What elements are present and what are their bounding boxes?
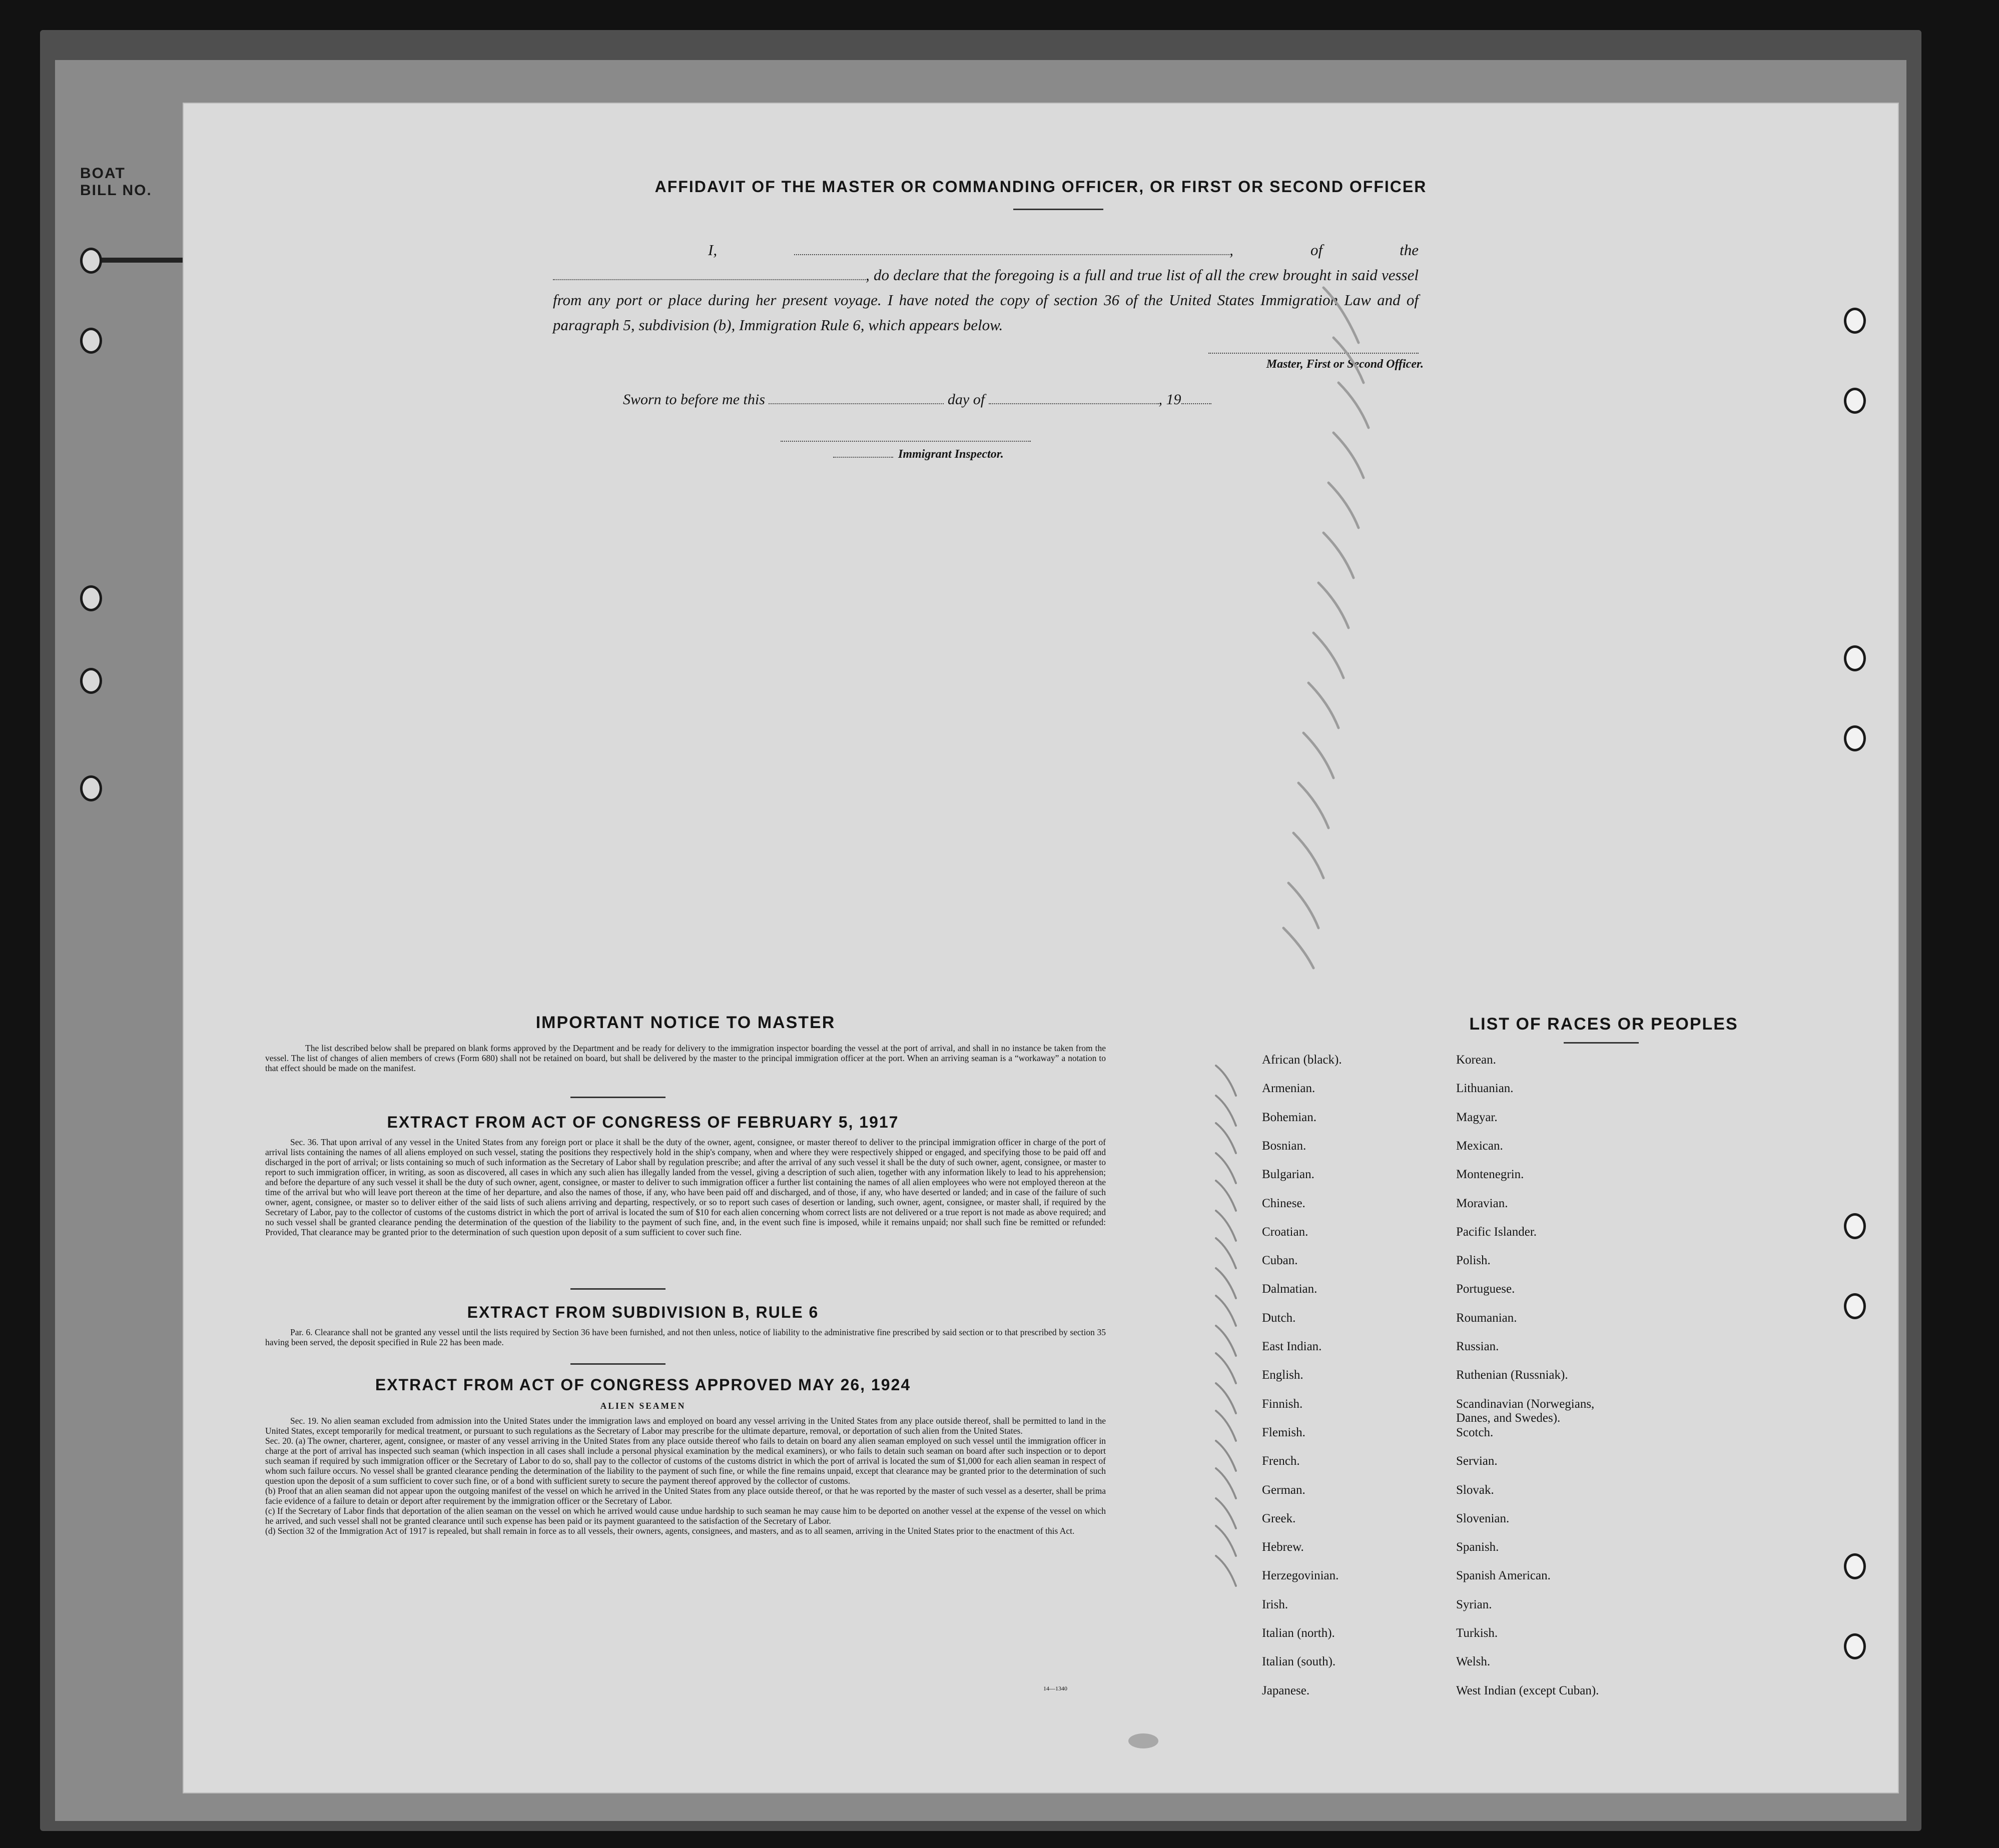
inspector-label: Immigrant Inspector. xyxy=(898,448,1004,461)
pencil-check-marks xyxy=(183,103,1899,1793)
race-item: Japanese. xyxy=(1262,1683,1310,1697)
title-rule xyxy=(1013,209,1103,210)
binder-hole xyxy=(1844,308,1866,334)
binder-hole xyxy=(80,668,102,694)
declaration-i: I, xyxy=(708,241,718,259)
margin-stamp: BOAT BILL NO. xyxy=(80,165,152,199)
race-item: Russian. xyxy=(1456,1340,1499,1353)
sworn-month-field[interactable] xyxy=(989,390,1159,404)
race-item: Croatian. xyxy=(1262,1225,1308,1239)
race-item: Italian (south). xyxy=(1262,1655,1336,1669)
signature-line[interactable] xyxy=(1208,353,1419,354)
binder-hole xyxy=(1844,725,1866,751)
race-item: Scandinavian (Norwegians, Danes, and Swedes). xyxy=(1456,1397,1595,1425)
binder-hole xyxy=(1844,1633,1866,1659)
race-item: German. xyxy=(1262,1483,1305,1497)
race-item: Italian (north). xyxy=(1262,1626,1335,1640)
sworn-year: , 19 xyxy=(1158,391,1181,408)
inspector-label-row xyxy=(833,448,1083,461)
affidavit-declaration xyxy=(553,238,1419,338)
race-item: Slovenian. xyxy=(1456,1511,1510,1525)
races-rule xyxy=(1564,1042,1639,1044)
binder-hole xyxy=(80,585,102,611)
declaration-of-the: , of the xyxy=(1229,241,1419,259)
form-number: 14—1340 xyxy=(1043,1685,1067,1692)
race-item: Magyar. xyxy=(1456,1110,1498,1124)
race-item: Turkish. xyxy=(1456,1626,1498,1640)
race-item: Pacific Islander. xyxy=(1456,1225,1537,1239)
extract-1924-body: Sec. 19. No alien seaman excluded from admission into the United States under the immigration laws and employed on board any vessel arriving in the United States from any place outside thereof, shall be permitted to land in the United States, except temporarily for medical treatment, or pursuant to such regulations as the Secretary of Labor may prescribe for the ultimate departure, removal, or deportation of such alien from the United States. Sec. 20. (a) The owner, charterer, agent, consignee, or master of any vessel arriving in the United States from any place outside thereof who fails to detain on board any alien seaman employed on such vessel until the immigration officer in charge at the port of arrival has inspected such seaman (which inspection in all cases shall include a personal physical examination by the medical examiners), or who fails to detain such seaman on board after such inspection or to deport such seaman if required by such immigration officer or the Secretary of Labor to do so, shall pay to the collector of customs of the customs district in which the port of arrival is located the sum of $1,000 for each alien seaman in respect of whom such failure occurs. No vessel shall be granted clearance pending the determination of the liability to the payment of such fine, or while the fine remains unpaid, except that clearance may be granted prior to the determination of such question upon the deposit of a sum sufficient to cover such fine, or of a bond with sufficient surety to secure the payment thereof approved by the collector of customs. (b) Proof that an alien seaman did not appear upon the outgoing manifest of the vessel on which he arrived in the United States from any place outside thereof, or that he was reported by the master of such vessel as a deserter, shall be prima facie evidence of a failure to detain or deport after requirement by the immigration officer or the Secretary of Labor. (c) If the Secretary of Labor finds that deportation of the alien seaman on the vessel on which he arrived would cause undue hardship to such seaman he may cause him to be deported on another vessel at the expense of the vessel on which he arrived, and such vessel shall not be granted clearance until such expense has been paid or its payment guaranteed to the satisfaction of the Secretary of Labor. (d) Section 32 of the Immigration Act of 1917 is repealed, but shall remain in force as to all vessels, their owners, agents, consignees, and masters, and as to all seamen, arriving in the United States prior to the enactment of this Act. xyxy=(265,1416,1106,1536)
race-item: Montenegrin. xyxy=(1456,1168,1524,1182)
race-item: Herzegovinian. xyxy=(1262,1569,1339,1583)
race-item: Mexican. xyxy=(1456,1139,1503,1153)
binder-hole xyxy=(80,248,102,274)
race-item: Spanish American. xyxy=(1456,1569,1551,1583)
race-item: Lithuanian. xyxy=(1456,1082,1514,1096)
binder-hole xyxy=(1844,645,1866,671)
race-item: Chinese. xyxy=(1262,1196,1305,1210)
sworn-day-of: day of xyxy=(947,391,985,408)
inspector-dots xyxy=(833,457,893,458)
declaration-do-declare: , do declare xyxy=(866,266,940,284)
binder-hole xyxy=(1844,1213,1866,1239)
race-item: Bosnian. xyxy=(1262,1139,1306,1153)
extract-1917-title: EXTRACT FROM ACT OF CONGRESS OF FEBRUARY 5, 1917 xyxy=(387,1113,899,1131)
binder-hole xyxy=(1844,1553,1866,1579)
race-item: Ruthenian (Russniak). xyxy=(1456,1368,1568,1382)
races-title: LIST OF RACES OR PEOPLES xyxy=(1469,1015,1738,1034)
sworn-year-field[interactable] xyxy=(1181,390,1211,404)
race-item: Moravian. xyxy=(1456,1196,1508,1210)
sworn-prefix: Sworn to before me this xyxy=(623,391,765,408)
race-item: English. xyxy=(1262,1368,1303,1382)
race-item: Spanish. xyxy=(1456,1540,1499,1554)
race-item: Korean. xyxy=(1456,1053,1496,1067)
race-item: French. xyxy=(1262,1454,1300,1468)
race-item: Slovak. xyxy=(1456,1483,1494,1497)
race-item: Bulgarian. xyxy=(1262,1168,1314,1182)
race-item: African (black). xyxy=(1262,1053,1342,1067)
extract-1924-subtitle: ALIEN SEAMEN xyxy=(600,1401,686,1411)
declaration-body: that the foregoing is a full and true list of all the crew brought in said vessel from any port or place during her present voyage. I have noted the copy of section 36 of the United States Immigration Law and of paragraph 5, subdivision (b), Immigration Rule 6, which appears below. xyxy=(553,266,1419,334)
extract-1924-title: EXTRACT FROM ACT OF CONGRESS APPROVED MAY 26, 1924 xyxy=(375,1376,911,1394)
section-rule xyxy=(570,1363,665,1365)
race-item: Dalmatian. xyxy=(1262,1282,1317,1296)
sworn-day-field[interactable] xyxy=(769,390,944,404)
section-rule xyxy=(570,1288,665,1290)
binder-hole xyxy=(1844,1293,1866,1319)
affidavit-title: AFFIDAVIT OF THE MASTER OR COMMANDING OFFICER, OR FIRST OR SECOND OFFICER xyxy=(654,178,1427,196)
affidavit-page xyxy=(183,103,1899,1793)
section-rule xyxy=(570,1097,665,1098)
race-item: Armenian. xyxy=(1262,1082,1315,1096)
ink-stain xyxy=(1128,1733,1158,1748)
race-item: Portuguese. xyxy=(1456,1282,1515,1296)
vessel-name-field[interactable] xyxy=(553,266,866,280)
notice-title: IMPORTANT NOTICE TO MASTER xyxy=(535,1013,836,1032)
race-item: Welsh. xyxy=(1456,1655,1491,1669)
race-item: Flemish. xyxy=(1262,1425,1305,1439)
extract-rule6-body: Par. 6. Clearance shall not be granted any vessel until the lists required by Section 36 have been furnished, and not then unless, notice of liability to the administrative fine prescribed by said section or to that prescribed by section 35 having been served, the deposit specified in Rule 22 has been made. xyxy=(265,1327,1106,1347)
race-item: Syrian. xyxy=(1456,1597,1492,1611)
race-item: Polish. xyxy=(1456,1254,1491,1268)
margin-stamp-rule xyxy=(90,258,190,263)
race-item: Scotch. xyxy=(1456,1425,1494,1439)
notice-body: The list described below shall be prepared on blank forms approved by the Department and be ready for delivery to the immigration inspector boarding the vessel at the port of arrival, and shall in no instance be taken from the vessel. The list of changes of alien members of crews (Form 680) shall not be retained on board, but shall be delivered by the master to the principal immigration officer at the port. When an arriving seaman is a “workaway” a notation to that effect should be made on the manifest. xyxy=(265,1043,1106,1073)
extract-1917-body: Sec. 36. That upon arrival of any vessel in the United States from any foreign port or place it shall be the duty of the owner, agent, consignee, or master thereof to deliver to the principal immigration officer in charge of the port of arrival lists containing the names of all aliens employed on such vessel, stating the positions they respectively hold in the ship's company, when and where they were respectively shipped or engaged, and specifying those to be paid off and discharged in the port of arrival; or lists containing so much of such information as the Secretary of Labor shall by regulation prescribe; and after the arrival of any such vessel it shall be the duty of such owner, agent, consignee, or master to report to such immigration officer, in writing, as soon as discovered, all cases in which any such alien has illegally landed from the vessel, giving a description of such alien, together with any information likely to lead to his apprehension; and before the departure of any such vessel it shall be the duty of such owner, agent, consignee, or master to deliver to such immigration officer a further list containing the names of all alien employees who were not employed thereon at the time of the arrival but who will leave port thereon at the time of her departure, and also the names of those, if any, who have been paid off and discharged, and of those, if any, who have deserted or landed; and in case of the failure of such owner, agent, consignee, or master so to deliver either of the said lists of such aliens arriving and departing, respectively, or so to report such cases of desertion or landing, such owner, agent, consignee, or master shall, if required by the Secretary of Labor, pay to the collector of customs of the customs district in which the port of arrival is located the sum of $10 for each alien concerning whom correct lists are not delivered or a true report is not made as above required; and no such vessel shall be granted clearance pending the determination of the question of the liability to the payment of such fine, and, in the event such fine is imposed, while it remains unpaid; nor shall such fine be remitted or refunded: Provided, That clearance may be granted prior to the determination of such question upon deposit of a sum sufficient to cover such fine. xyxy=(265,1137,1106,1237)
race-item: Cuban. xyxy=(1262,1254,1298,1268)
race-item: Irish. xyxy=(1262,1597,1288,1611)
officer-name-field[interactable] xyxy=(794,241,1229,255)
race-item: Bohemian. xyxy=(1262,1110,1317,1124)
race-item: Servian. xyxy=(1456,1454,1498,1468)
inspector-signature-line[interactable] xyxy=(781,441,1031,442)
race-item: Hebrew. xyxy=(1262,1540,1304,1554)
race-item: Finnish. xyxy=(1262,1397,1303,1411)
binder-hole xyxy=(80,775,102,801)
race-item: Roumanian. xyxy=(1456,1311,1517,1325)
binder-hole xyxy=(80,328,102,354)
race-item: East Indian. xyxy=(1262,1340,1322,1353)
extract-rule6-title: EXTRACT FROM SUBDIVISION B, RULE 6 xyxy=(467,1303,819,1321)
race-item: Greek. xyxy=(1262,1511,1296,1525)
sworn-statement xyxy=(623,390,1223,408)
binder-hole xyxy=(1844,388,1866,414)
signature-label: Master, First or Second Officer. xyxy=(1266,358,1424,371)
race-item: West Indian (except Cuban). xyxy=(1456,1683,1599,1697)
race-item: Dutch. xyxy=(1262,1311,1296,1325)
